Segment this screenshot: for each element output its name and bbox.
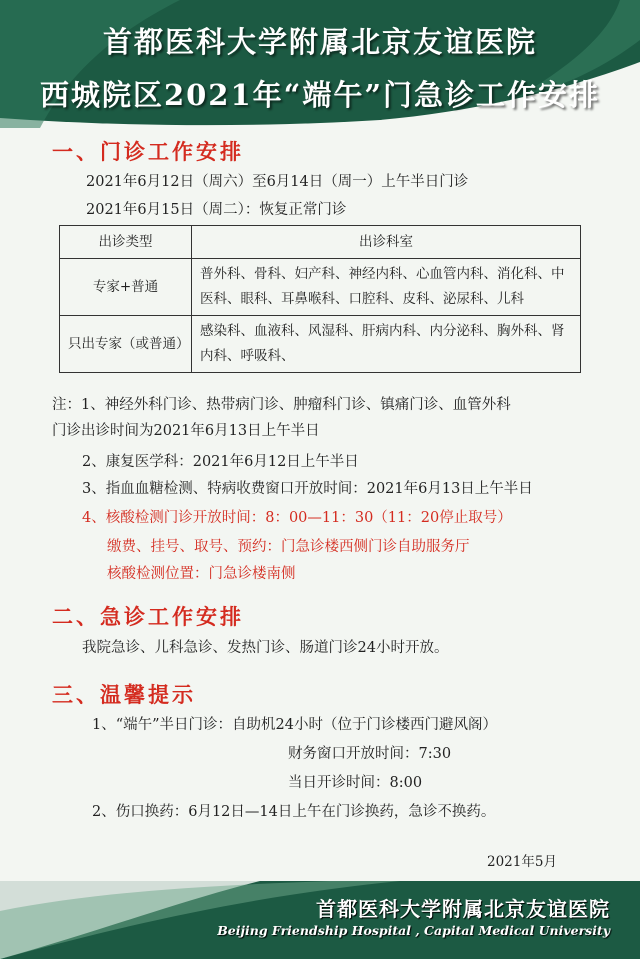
tip-2: 2、伤口换药：6月12日—14日上午在门诊换药，急诊不换药。	[92, 804, 496, 820]
schedule-line-2: 2021年6月15日（周二）：恢复正常门诊	[86, 202, 347, 218]
section3-heading: 三、温馨提示	[52, 682, 196, 707]
note-4-payment: 缴费、挂号、取号、预约：门急诊楼西侧门诊自助服务厅	[107, 539, 470, 555]
table-header-type: 出诊类型	[60, 226, 192, 259]
title-line-1: 首都医科大学附属北京友谊医院	[102, 25, 537, 59]
issue-date: 2021年5月	[487, 854, 557, 870]
section1-heading: 一、门诊工作安排	[52, 139, 244, 164]
note-3: 3、指血血糖检测、特病收费窗口开放时间：2021年6月13日上午半日	[82, 481, 533, 497]
table-cell-depts: 普外科、骨科、妇产科、神经内科、心血管内科、消化科、中医科、眼科、耳鼻喉科、口腔科、皮科、泌尿科、儿科	[192, 259, 581, 316]
tip-1-open-time: 当日开诊时间：8:00	[288, 775, 423, 791]
table-header-depts: 出诊科室	[192, 226, 581, 259]
note-4-location: 核酸检测位置：门急诊楼南侧	[107, 566, 296, 582]
table-row	[60, 316, 581, 373]
footer-name-cn: 首都医科大学附属北京友谊医院	[316, 897, 610, 921]
header-banner	[0, 0, 640, 130]
note-2: 2、康复医学科：2021年6月12日上午半日	[82, 454, 359, 470]
section2-heading: 二、急诊工作安排	[52, 604, 244, 629]
title-line-2: 西城院区2021年“端午”门急诊工作安排	[39, 78, 601, 112]
emergency-line: 我院急诊、儿科急诊、发热门诊、肠道门诊24小时开放。	[82, 640, 449, 656]
table-cell-type: 专家+普通	[60, 259, 192, 316]
footer-banner	[0, 881, 640, 959]
note-1a: 注：1、神经外科门诊、热带病门诊、肿瘤科门诊、镇痛门诊、血管外科	[52, 397, 511, 413]
department-table	[59, 225, 581, 373]
table-cell-depts: 感染科、血液科、风湿科、肝病内科、内分泌科、胸外科、肾内科、呼吸科、	[192, 316, 581, 373]
note-1b: 门诊出诊时间为2021年6月13日上午半日	[52, 423, 320, 439]
tip-1: 1、“端午”半日门诊：自助机24小时（位于门诊楼西门避风阁）	[92, 717, 497, 733]
note-4: 4、核酸检测门诊开放时间：8：00—11：30（11：20停止取号）	[82, 510, 512, 526]
table-header-row	[60, 226, 581, 259]
table-row	[60, 259, 581, 316]
tip-1-finance: 财务窗口开放时间：7:30	[288, 746, 452, 762]
schedule-line-1: 2021年6月12日（周六）至6月14日（周一）上午半日门诊	[86, 174, 469, 190]
table-cell-type: 只出专家（或普通）	[60, 316, 192, 373]
footer-name-en: Beijing Friendship Hospital , Capital Medical University	[217, 923, 610, 938]
